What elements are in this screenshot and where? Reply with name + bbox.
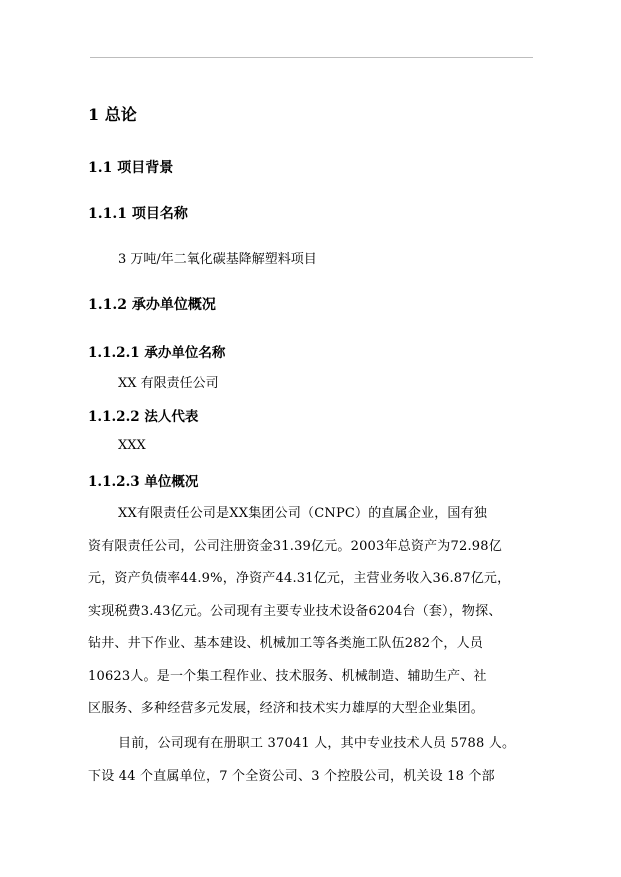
legal-representative: XXX (118, 438, 146, 453)
chapter-title: 1 总论 (88, 105, 137, 124)
section-heading-1-1-2: 1.1.2 承办单位概况 (88, 297, 216, 313)
paragraph-line: 资有限责任公司，公司注册资金31.39亿元。2003年总资产为72.98亿 (88, 539, 502, 554)
section-heading-1-1-2-2: 1.1.2.2 法人代表 (88, 409, 199, 425)
company-name: XX 有限责任公司 (118, 376, 219, 391)
paragraph-line: XX有限责任公司是XX集团公司（CNPC）的直属企业，国有独 (118, 506, 488, 521)
paragraph-line: 实现税费3.43亿元。公司现有主要专业技术设备6204台（套），物探、 (88, 604, 502, 619)
paragraph-line: 下设 44 个直属单位，7 个全资公司、3 个控股公司，机关设 18 个部 (88, 769, 495, 784)
paragraph-line: 元，资产负债率44.9%，净资产44.31亿元，主营业务收入36.87亿元， (88, 571, 511, 586)
section-heading-1-1-1: 1.1.1 项目名称 (88, 206, 188, 222)
paragraph-line: 钻井、井下作业、基本建设、机械加工等各类施工队伍282个，人员 (88, 636, 484, 651)
paragraph-line: 10623人。是一个集工程作业、技术服务、机械制造、辅助生产、社 (88, 669, 487, 684)
paragraph-line: 目前，公司现有在册职工 37041 人，其中专业技术人员 5788 人。 (118, 736, 516, 751)
section-heading-1-1-2-3: 1.1.2.3 单位概况 (88, 474, 199, 490)
paragraph-line: 区服务、多种经营多元发展，经济和技术实力雄厚的大型企业集团。 (88, 701, 485, 716)
section-heading-1-1-2-1: 1.1.2.1 承办单位名称 (88, 345, 226, 361)
section-heading-1-1: 1.1 项目背景 (88, 160, 174, 176)
header-rule (90, 57, 533, 58)
project-name: 3 万吨/年二氧化碳基降解塑料项目 (118, 252, 317, 267)
